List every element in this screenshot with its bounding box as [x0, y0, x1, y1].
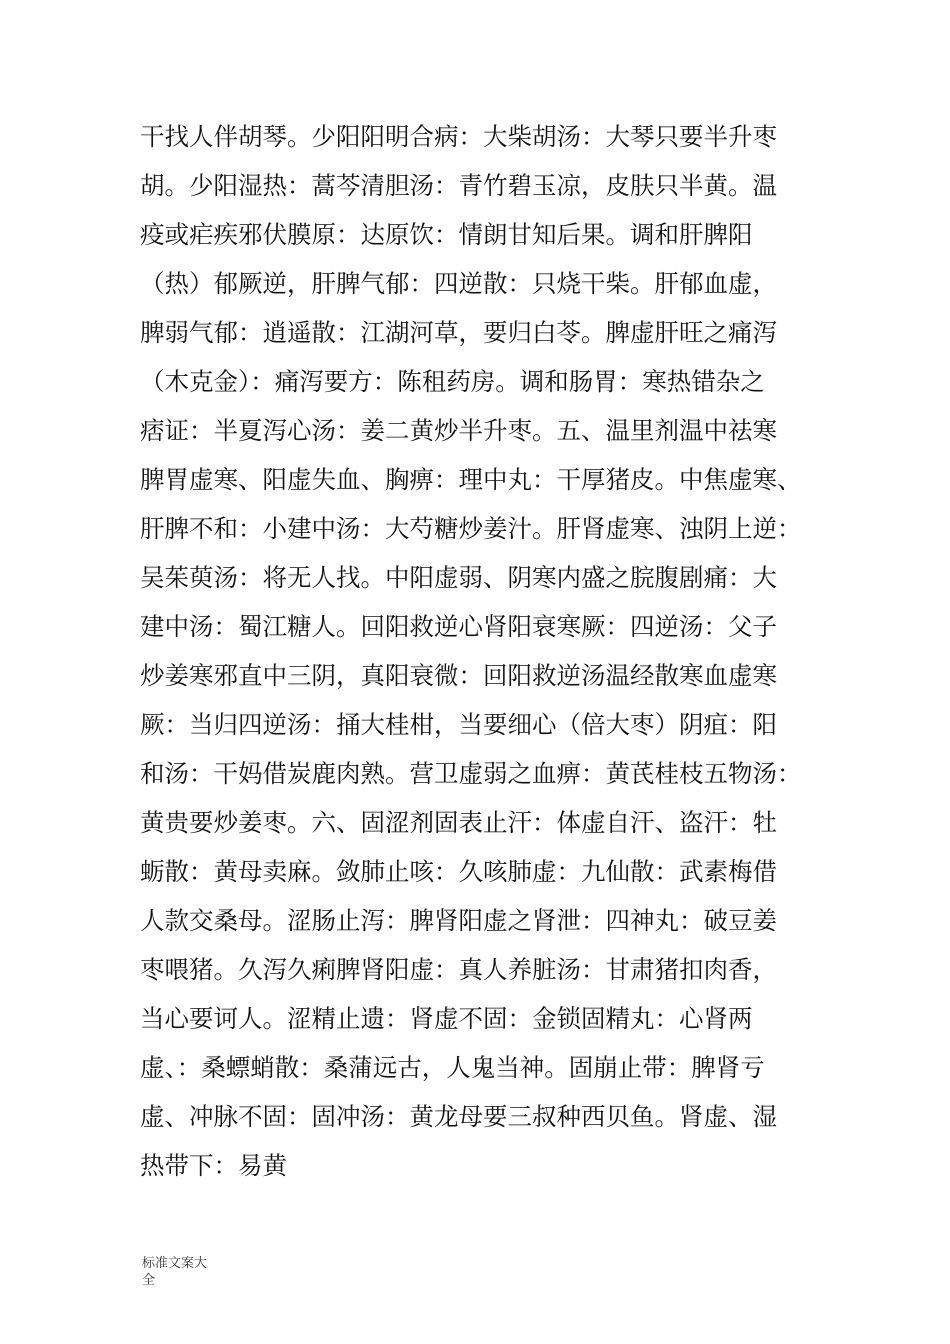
- text-line: 和汤：干妈借炭鹿肉熟。营卫虚弱之血痹：黄芪桂枝五物汤：: [140, 759, 802, 788]
- body-text: [140, 112, 830, 1190]
- text-line: 干找人伴胡琴。少阳阳明合病：大柴胡汤：大琴只要半升枣: [140, 122, 777, 151]
- text-line: 胡。少阳湿热：蒿芩清胆汤：青竹碧玉凉，皮肤只半黄。温: [140, 171, 777, 200]
- text-line: 厥：当归四逆汤：捅大桂柑，当要细心（倍大枣）阴疽：阳: [140, 710, 777, 739]
- text-line: 黄贵要炒姜枣。六、固涩剂固表止汗：体虚自汗、盗汗：牡: [140, 808, 777, 837]
- text-line: 疫或疟疾邪伏膜原：达原饮：情朗甘知后果。调和肝脾阳: [140, 220, 753, 249]
- page-footer: [142, 1255, 232, 1289]
- text-line: 热带下：易黄: [140, 1151, 287, 1180]
- text-line: 虚、冲脉不固：固冲汤：黄龙母要三叔种西贝鱼。肾虚、湿: [140, 1102, 777, 1131]
- text-line: 肝脾不和：小建中汤：大芍糖炒姜汁。肝肾虚寒、浊阴上逆：: [140, 514, 802, 543]
- text-line: （木克金）：痛泻要方：陈租药房。调和肠胃：寒热错杂之: [140, 367, 765, 396]
- text-line: 人款交桑母。涩肠止泻：脾肾阳虚之肾泄：四神丸：破豆姜: [140, 906, 777, 935]
- text-line: 吴茱萸汤：将无人找。中阳虚弱、阴寒内盛之脘腹剧痛：大: [140, 563, 777, 592]
- text-line: 枣喂猪。久泻久痢脾肾阳虚：真人养脏汤：甘肃猪扣肉香，: [140, 955, 777, 984]
- text-line: 痞证：半夏泻心汤：姜二黄炒半升枣。五、温里剂温中祛寒: [140, 416, 777, 445]
- footer-line: 标准文案大: [142, 1256, 208, 1271]
- footer-line: 全: [142, 1273, 156, 1288]
- text-line: 炒姜寒邪直中三阴，真阳衰微：回阳救逆汤温经散寒血虚寒: [140, 661, 777, 690]
- text-line: 脾胃虚寒、阳虚失血、胸痹：理中丸：干厚猪皮。中焦虚寒、: [140, 465, 802, 494]
- text-line: 蛎散：黄母卖麻。敛肺止咳：久咳肺虚：九仙散：武素梅借: [140, 857, 777, 886]
- text-line: 脾弱气郁：逍遥散：江湖河草，要归白苓。脾虚肝旺之痛泻: [140, 318, 777, 347]
- text-line: （热）郁厥逆，肝脾气郁：四逆散：只烧干柴。肝郁血虚，: [140, 269, 777, 298]
- text-line: 当心要诃人。涩精止遗：肾虚不固：金锁固精丸：心肾两: [140, 1004, 753, 1033]
- text-line: 建中汤：蜀江糖人。回阳救逆心肾阳衰寒厥：四逆汤：父子: [140, 612, 777, 641]
- text-line: 虚、：桑螵蛸散：桑蒲远古，人鬼当神。固崩止带：脾肾亏: [140, 1053, 765, 1082]
